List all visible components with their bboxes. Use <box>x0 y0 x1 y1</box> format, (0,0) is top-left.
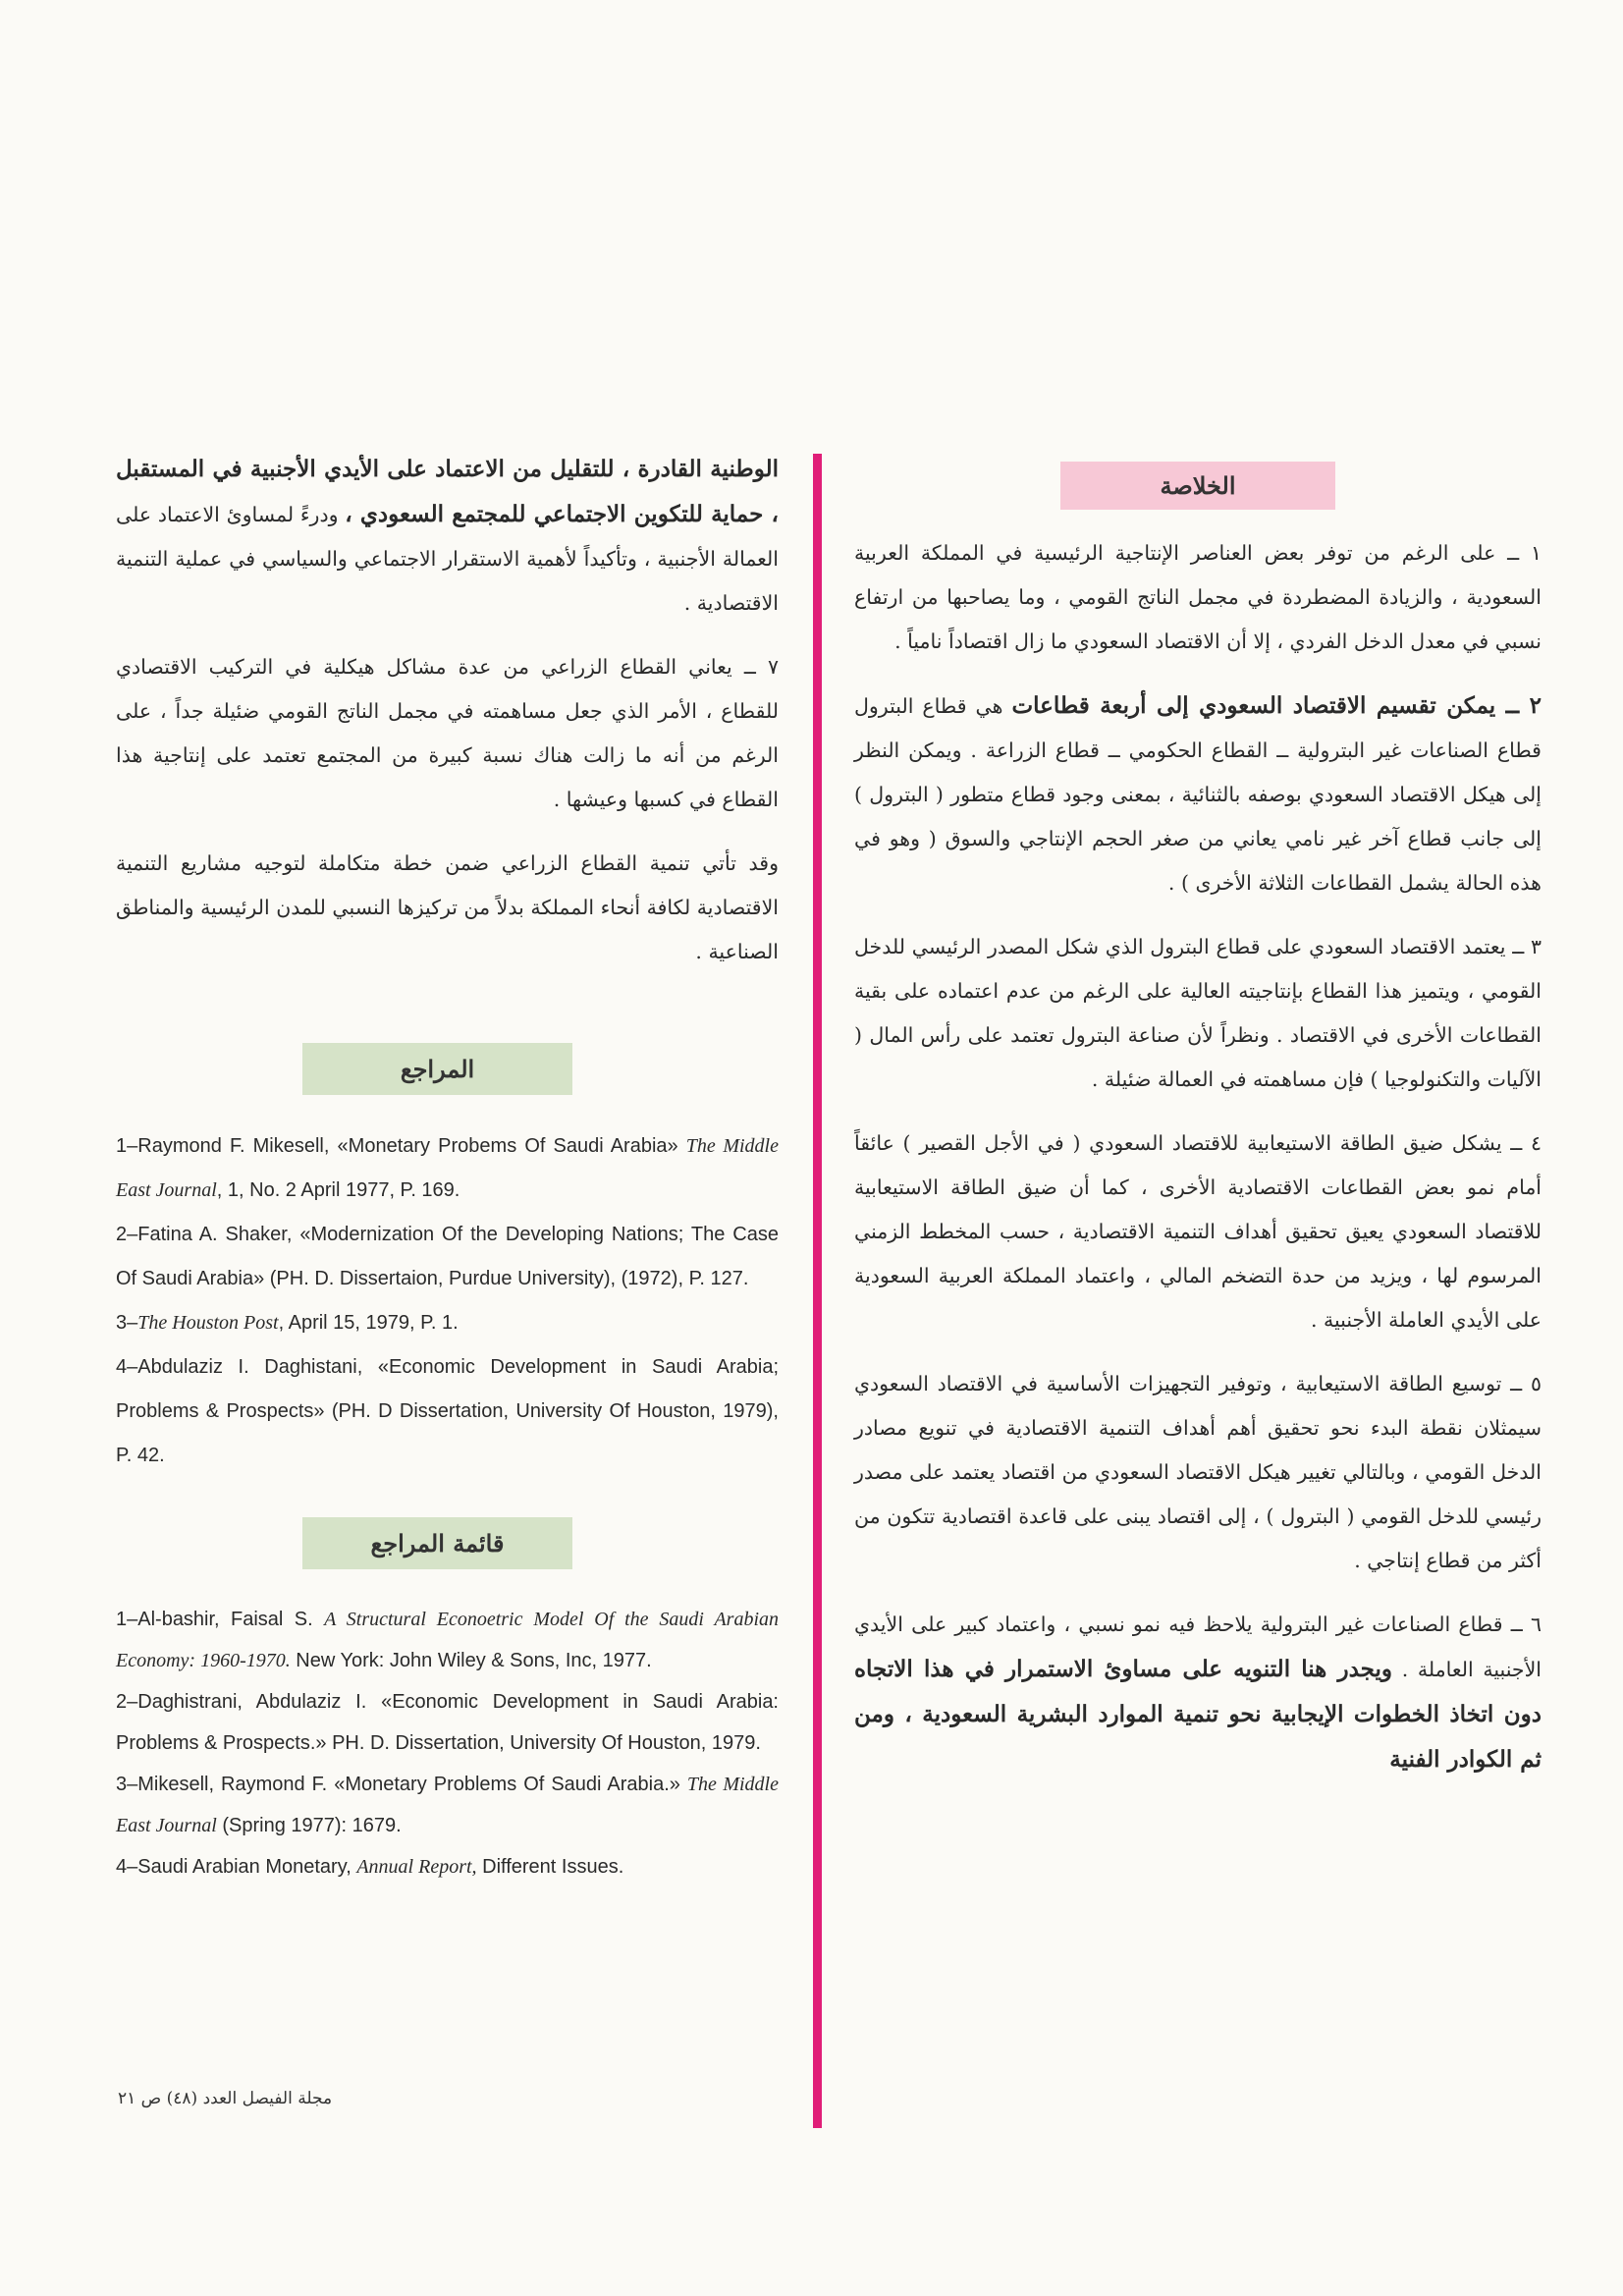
summary-point-4: ٤ ــ يشكل ضيق الطاقة الاستيعابية للاقتصاد السعودي ( في الأجل القصير ) عائقاً أمام نمو بعض القطاعات الاقتصادية الأخرى ، كما أن ضيق الطاقة الاستيعابية للاقتصاد السعودي يعيق تحقيق أهداف التنمية الاقتصادية ، حسب المخطط الزمني المرسوم لها ، ويزيد من حدة التضخم المالي ، واعتماد المملكة العربية السعودية على الأيدي العاملة الأجنبية . <box>854 1131 1542 1332</box>
summary-point-2 <box>854 683 1542 905</box>
summary-point-2-lead: ٢ ــ يمكن تقسيم الاقتصاد السعودي إلى أربعة قطاعات <box>1011 692 1542 719</box>
reference-item: 1–Raymond F. Mikesell, «Monetary Probems Of Saudi Arabia» The Middle East Journal, 1, No. 2 April 1977, P. 169. <box>116 1135 779 1201</box>
summary-point-2-text: هي قطاع البترول قطاع الصناعات غير البترولية ــ القطاع الحكومي ــ قطاع الزراعة . ويمكن النظر إلى هيكل الاقتصاد السعودي بوصفه بالثنائية ، بمعنى وجود قطاع متطور ( البترول ) إلى جانب قطاع آخر غير نامي يعاني من صغر الحجم الإنتاجي والسوق ( وهو في هذه الحالة يشمل القطاعات الثلاثة الأخرى ) . <box>854 694 1542 895</box>
page-footer: مجلة الفيصل العدد (٤٨) ص ٢١ <box>118 2089 333 2108</box>
bibliography-heading: قائمة المراجع <box>302 1517 572 1569</box>
left-column <box>116 447 779 1887</box>
bibliography-item: 3–Mikesell, Raymond F. «Monetary Problems Of Saudi Arabia.» The Middle East Journal (Spring 1977): 1679. <box>116 1774 779 1836</box>
bibliography-item: 4–Saudi Arabian Monetary, Annual Report, Different Issues. <box>116 1856 624 1878</box>
references-list <box>116 1124 779 1478</box>
reference-item: 2–Fatina A. Shaker, «Modernization Of the Developing Nations; The Case Of Saudi Arabia» (PH. D. Dissertaion, Purdue University), (1972), P. 127. <box>116 1224 779 1289</box>
bibliography-list <box>116 1599 779 1887</box>
summary-point-1: ١ ــ على الرغم من توفر بعض العناصر الإنتاجية الرئيسية في المملكة العربية السعودية ، والزيادة المضطردة في مجمل الناتج القومي ، وما يصاحبها من ارتفاع نسبي في معدل الدخل الفردي ، إلا أن الاقتصاد السعودي ما زال اقتصاداً نامياً . <box>854 541 1542 653</box>
summary-point-3: ٣ ــ يعتمد الاقتصاد السعودي على قطاع البترول الذي شكل المصدر الرئيسي للدخل القومي ، ويتميز هذا القطاع بإنتاجيته العالية على الرغم من عدم اعتماده على بقية القطاعات الأخرى في الاقتصاد . ونظراً لأن صناعة البترول تعتمد على رأس المال ( الآليات والتكنولوجيا ) فإن مساهمته في العمالة ضئيلة . <box>854 935 1542 1091</box>
summary-point-7: ٧ ــ يعاني القطاع الزراعي من عدة مشاكل هيكلية في التركيب الاقتصادي للقطاع ، الأمر الذي جعل مساهمته في مجمل الناتج القومي ضئيلة جداً ، على الرغم من أنه ما زالت هناك نسبة كبيرة من المجتمع تعتمد على إنتاجية هذا القطاع في كسبها وعيشها . <box>116 655 779 811</box>
summary-point-5: ٥ ــ توسيع الطاقة الاستيعابية ، وتوفير التجهيزات الأساسية في الاقتصاد السعودي سيمثلان نقطة البدء نحو تحقيق أهم أهداف التنمية الاقتصادية في تنويع مصادر الدخل القومي ، وبالتالي تغيير هيكل الاقتصاد السعودي من اقتصاد يعتمد على مصدر رئيسي للدخل القومي ( البترول ) ، إلى اقتصاد يبنى على قاعدة اقتصادية تتكون من أكثر من قطاع إنتاجي . <box>854 1372 1542 1572</box>
summary-heading: الخلاصة <box>1060 462 1335 510</box>
summary-column <box>854 462 1542 1802</box>
references-heading: المراجع <box>302 1043 572 1095</box>
agriculture-paragraph: وقد تأتي تنمية القطاع الزراعي ضمن خطة متكاملة لتوجيه مشاريع التنمية الاقتصادية لكافة أنحاء المملكة بدلاً من تركيزها النسبي للمدن الرئيسية والمناطق الصناعية . <box>116 851 779 963</box>
continued-paragraph-text: ودرءً لمساوئ الاعتماد على العمالة الأجنبية ، وتأكيداً لأهمية الاستقرار الاجتماعي والسياسي في عملية التنمية الاقتصادية . <box>116 503 779 615</box>
column-divider <box>813 454 822 2128</box>
reference-item: 3–The Houston Post, April 15, 1979, P. 1. <box>116 1312 459 1334</box>
summary-point-6-bold: ويجدر هنا التنويه على مساوئ الاستمرار في هذا الاتجاه دون اتخاذ الخطوات الإيجابية نحو تنمية الموارد البشرية السعودية ، ومن ثم الكوادر الفنية <box>854 1656 1542 1773</box>
bibliography-item: 2–Daghistrani, Abdulaziz I. «Economic Development in Saudi Arabia: Problems & Prospects.» PH. D. Dissertation, University Of Houston, 1979. <box>116 1691 779 1754</box>
reference-item: 4–Abdulaziz I. Daghistani, «Economic Development in Saudi Arabia; Problems & Prospects» (PH. D Dissertation, University Of Houston, 1979), P. 42. <box>116 1356 779 1466</box>
summary-point-6 <box>854 1603 1542 1782</box>
continued-paragraph-bold: الوطنية القادرة ، للتقليل من الاعتماد على الأيدي الأجنبية في المستقبل ، حماية للتكوين الاجتماعي للمجتمع السعودي ، <box>116 456 779 527</box>
bibliography-item: 1–Al-bashir, Faisal S. A Structural Econoetric Model Of the Saudi Arabian Economy: 1960-1970. New York: John Wiley & Sons, Inc, 1977. <box>116 1609 779 1671</box>
summary-point-6-text: ٦ ــ قطاع الصناعات غير البترولية يلاحظ فيه نمو نسبي ، واعتماد كبير على الأيدي الأجنبية العاملة . <box>854 1613 1542 1681</box>
continued-paragraph <box>116 447 779 626</box>
